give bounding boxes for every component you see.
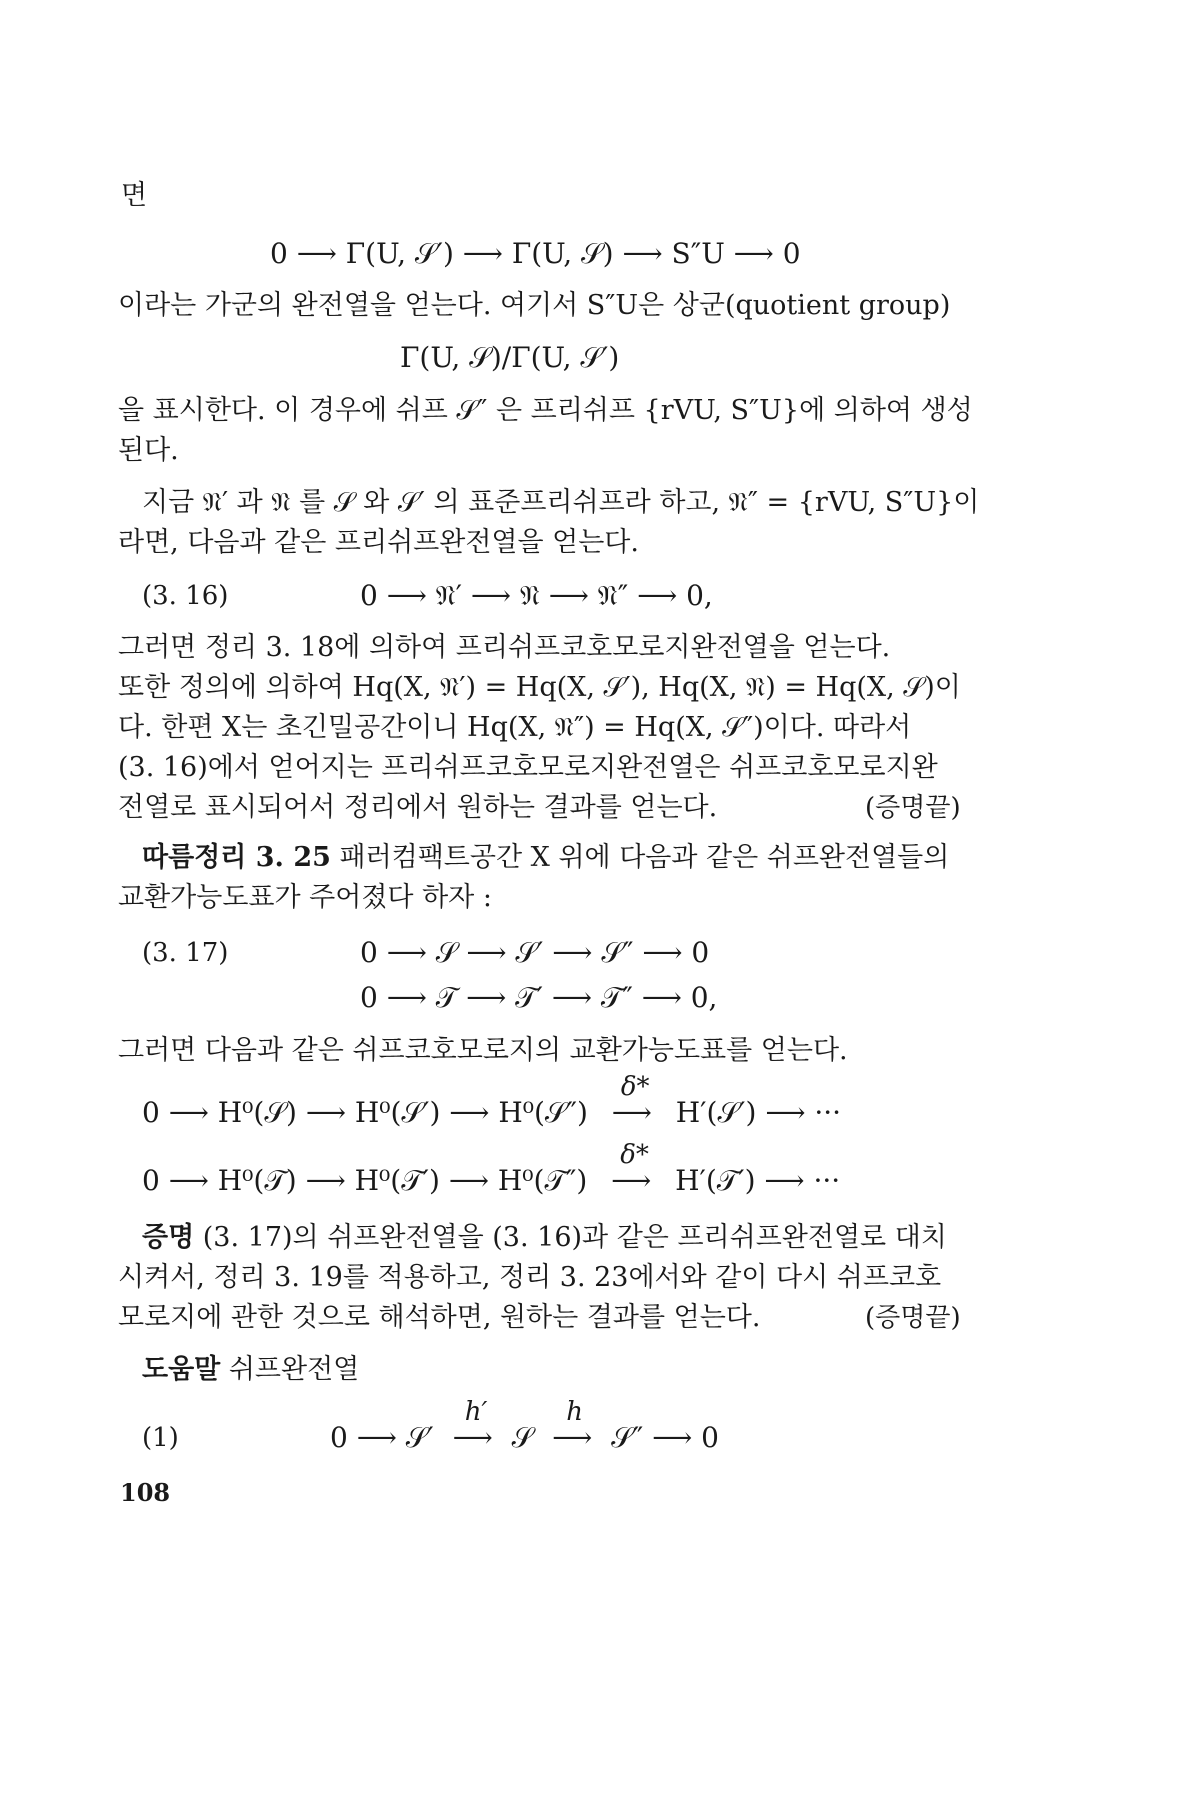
- remark-block: [142, 1352, 359, 1388]
- remark-text: 쉬프완전열: [228, 1354, 360, 1385]
- cohomology-t-right: H′(𝒯′) ⟶ ···: [675, 1164, 841, 1197]
- cohomology-t-left: 0 ⟶ H⁰(𝒯) ⟶ H⁰(𝒯′) ⟶ H⁰(𝒯″): [142, 1164, 588, 1197]
- equation-number-1: (1): [142, 1423, 179, 1453]
- text-line-1: 면: [121, 180, 148, 211]
- corollary-heading: 따름정리 3. 25: [142, 842, 331, 873]
- text-line-13: (3. 16)에서 얻어지는 프리쉬프코호모로지완전열은 쉬프코호모로지완: [118, 752, 938, 783]
- arrow-h: h ⟶: [542, 1420, 602, 1456]
- proof-block: [142, 1220, 947, 1256]
- cohomology-s-right: H′(𝒮′) ⟶ ···: [675, 1096, 842, 1129]
- text-line-23: 시켜서, 정리 3. 19를 적용하고, 정리 3. 23에서와 같이 다시 쉬프코호: [118, 1262, 942, 1293]
- text-line-11: 또한 정의에 의하여 Hq(X, 𝔑′) = Hq(X, 𝒮′), Hq(X, 𝔑) = Hq(X, 𝒮)이: [118, 672, 961, 703]
- equation-quotient: Γ(U, 𝒮)/Γ(U, 𝒮′): [400, 341, 620, 374]
- connecting-arrow-t: δ* ⟶: [596, 1163, 666, 1199]
- text-line-10: 그러면 정리 3. 18에 의하여 프리쉬프코호모로지완전열을 얻는다.: [118, 632, 891, 663]
- delta-star-label: δ*: [620, 1072, 650, 1102]
- equation-exact-sequence-gamma: 0 ⟶ Γ(U, 𝒮′) ⟶ Γ(U, 𝒮) ⟶ S″U ⟶ 0: [270, 237, 801, 270]
- text-line-19: 그러면 다음과 같은 쉬프코호모로지의 교환가능도표를 얻는다.: [118, 1035, 848, 1066]
- text-line-3: 이라는 가군의 완전열을 얻는다. 여기서 S″U은 상군(quotient group): [118, 290, 951, 321]
- connecting-arrow-s: δ* ⟶: [597, 1095, 667, 1131]
- equation-cohomology-sequence-t: [142, 1140, 841, 1199]
- remark-seq-part-1: 0 ⟶ 𝒮′: [330, 1421, 434, 1454]
- equation-sheaf-sequence-t: 0 ⟶ 𝒯 ⟶ 𝒯′ ⟶ 𝒯″ ⟶ 0,: [360, 981, 718, 1014]
- text-line-24: 모로지에 관한 것으로 해석하면, 원하는 결과를 얻는다.: [118, 1302, 761, 1333]
- remark-seq-part-3: 𝒮″ ⟶ 0: [611, 1421, 719, 1454]
- equation-remark-sequence: [330, 1397, 719, 1456]
- proof-end-mark: (증명끝): [865, 793, 961, 823]
- proof-heading: 증명: [142, 1222, 195, 1253]
- proof-end-mark: (증명끝): [865, 1303, 961, 1333]
- text-line-6: 된다.: [118, 435, 179, 466]
- arrow-h-prime: h′ ⟶: [443, 1420, 503, 1456]
- h-prime-label: h′: [464, 1397, 488, 1427]
- remark-heading: 도움말: [142, 1354, 221, 1385]
- equation-number-3-16: (3. 16): [142, 581, 229, 611]
- corollary-block: [142, 840, 949, 876]
- equation-number-3-17: (3. 17): [142, 938, 229, 968]
- page-number: 108: [120, 1478, 171, 1507]
- equation-sheaf-sequence-s: 0 ⟶ 𝒮 ⟶ 𝒮′ ⟶ 𝒮″ ⟶ 0: [360, 936, 710, 969]
- proof-text: (3. 17)의 쉬프완전열을 (3. 16)과 같은 프리쉬프완전열로 대치: [202, 1222, 947, 1253]
- text-line-5: 을 표시한다. 이 경우에 쉬프 𝒮″ 은 프리쉬프 {rVU, S″U}에 의하여 생성: [118, 395, 973, 426]
- h-label: h: [566, 1397, 583, 1427]
- equation-presheaf-sequence: 0 ⟶ 𝔑′ ⟶ 𝔑 ⟶ 𝔑″ ⟶ 0,: [360, 579, 713, 612]
- remark-seq-part-2: 𝒮: [511, 1421, 534, 1454]
- text-line-16: 교환가능도표가 주어졌다 하자 :: [118, 882, 492, 913]
- text-line-7: 지금 𝔑′ 과 𝔑 를 𝒮 와 𝒮′ 의 표준프리쉬프라 하고, 𝔑″ = {rVU, S″U}이: [142, 487, 980, 518]
- cohomology-s-left: 0 ⟶ H⁰(𝒮) ⟶ H⁰(𝒮′) ⟶ H⁰(𝒮″): [142, 1096, 588, 1129]
- text-line-12: 다. 한편 X는 초긴밀공간이니 Hq(X, 𝔑″) = Hq(X, 𝒮″)이다. 따라서: [118, 712, 912, 743]
- delta-star-label: δ*: [620, 1140, 649, 1170]
- text-line-8: 라면, 다음과 같은 프리쉬프완전열을 얻는다.: [118, 527, 639, 558]
- corollary-text: 패러컴팩트공간 X 위에 다음과 같은 쉬프완전열들의: [339, 842, 950, 873]
- text-line-14: 전열로 표시되어서 정리에서 원하는 결과를 얻는다.: [118, 792, 718, 823]
- equation-cohomology-sequence-s: [142, 1072, 842, 1131]
